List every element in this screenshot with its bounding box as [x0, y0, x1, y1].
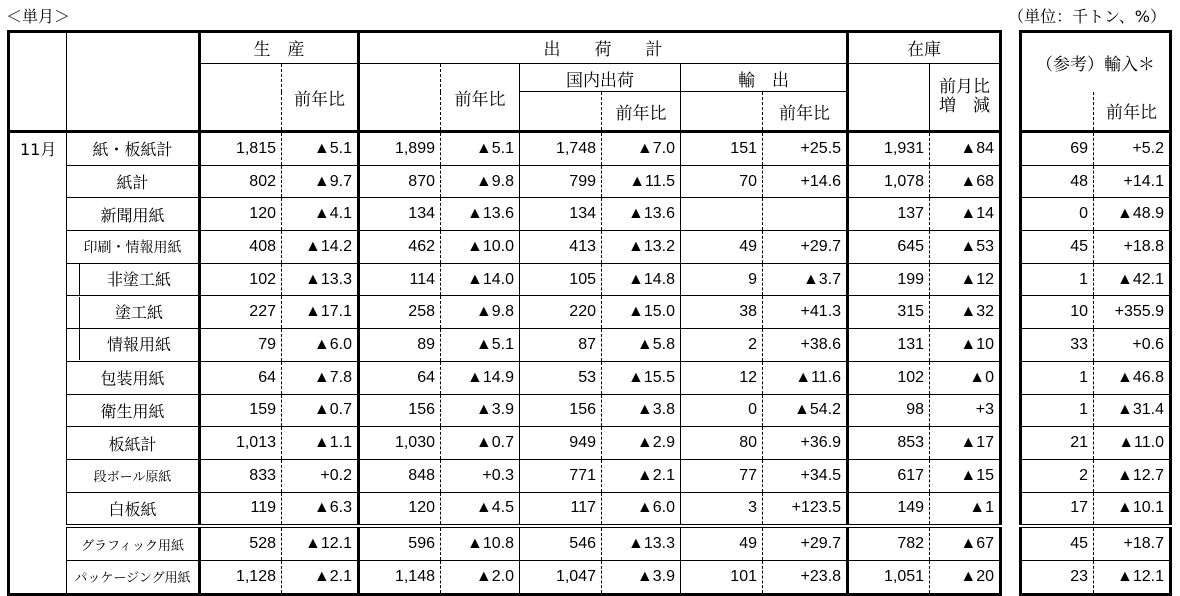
cell-prod: 1,013 [200, 427, 282, 460]
header-domestic: 国内出荷 [520, 64, 681, 92]
cell-ship-yoy: ▲3.9 [441, 394, 520, 427]
cell-ship-yoy: ▲13.6 [441, 198, 520, 231]
header-shipments: 出 荷 計 [359, 32, 848, 64]
cell-prod-yoy: ▲13.3 [282, 263, 359, 296]
cell-imp: 0 [1021, 198, 1094, 231]
cell-inv-chg: ▲20 [960, 567, 995, 585]
cell-dom-yoy: ▲2.9 [602, 427, 681, 460]
table-row [9, 165, 1001, 198]
cell-ship-yoy: ▲5.1 [441, 329, 520, 362]
header-production: 生 産 [200, 32, 359, 64]
cell-ship: 848 [359, 459, 441, 492]
cell-ship-yoy: ▲10.8 [441, 526, 520, 560]
cell-imp: 1 [1021, 394, 1094, 427]
cell-dom-yoy: ▲13.3 [602, 526, 681, 560]
cell-inv-chg: ▲84 [930, 132, 1001, 166]
cell-exp-yoy: +25.5 [763, 132, 848, 166]
cell-prod-yoy: ▲6.0 [282, 329, 359, 362]
row-label [67, 329, 200, 362]
cell-ship: 120 [359, 492, 441, 526]
cell-imp: 21 [1021, 427, 1094, 460]
row-label: パッケージング用紙 [67, 560, 200, 594]
cell-imp-yoy: +355.9 [1094, 296, 1171, 329]
cell-ship: 1,030 [359, 427, 441, 460]
cell-exp: 49 [681, 231, 763, 264]
cell-ship: 89 [359, 329, 441, 362]
cell-imp: 17 [1021, 492, 1094, 526]
cell-dom-yoy: ▲15.0 [602, 296, 681, 329]
cell-ship-yoy: ▲9.8 [441, 296, 520, 329]
cell-imp-yoy: +18.7 [1094, 526, 1171, 560]
cell-inv: 102 [848, 361, 930, 394]
cell-dom-yoy: ▲7.0 [602, 132, 681, 166]
cell-ship: 596 [359, 526, 441, 560]
cell-imp-yoy: +5.2 [1094, 132, 1171, 166]
header-export: 輸 出 [681, 64, 848, 92]
cell-dom: 156 [520, 394, 602, 427]
cell-exp-yoy: ▲11.6 [763, 361, 848, 394]
cell-dom: 117 [520, 492, 602, 526]
cell-inv-chg: ▲14 [930, 198, 1001, 231]
cell-exp: 2 [681, 329, 763, 362]
row-label: 白板紙 [67, 492, 200, 526]
cell-ship: 258 [359, 296, 441, 329]
cell-ship-yoy: ▲0.7 [441, 427, 520, 460]
table-row [9, 427, 1001, 460]
cell-inv-chg: ▲1 [930, 492, 1001, 526]
cell-ship-yoy: ▲14.9 [441, 361, 520, 394]
cell-inv: 98 [848, 394, 930, 427]
cell-exp: 49 [681, 526, 763, 560]
cell-exp-yoy: +29.7 [763, 526, 848, 560]
cell-dom: 134 [520, 198, 602, 231]
cell-imp: 33 [1021, 329, 1094, 362]
table-row [1021, 231, 1171, 264]
cell-ship: 1,148 [359, 560, 441, 594]
cell-imp-yoy: ▲12.1 [1117, 567, 1164, 585]
main-stats-table [7, 30, 1002, 596]
cell-prod-yoy: ▲5.1 [282, 132, 359, 166]
table-row [9, 296, 1001, 329]
cell-imp-yoy: ▲46.8 [1094, 361, 1171, 394]
cell-ship-yoy: ▲2.0 [441, 560, 520, 594]
cell-exp-yoy: +36.9 [763, 427, 848, 460]
cell-ship-yoy: +0.3 [441, 459, 520, 492]
cell-exp-yoy: +123.5 [763, 492, 848, 526]
imports-reference-table [1019, 30, 1172, 596]
cell-inv-chg: ▲0 [930, 361, 1001, 394]
header-inventory-mom: 前月比 増 減 [930, 64, 1001, 132]
table-row [1021, 329, 1171, 362]
cell-imp: 10 [1021, 296, 1094, 329]
cell-dom-yoy: ▲3.9 [602, 560, 681, 594]
cell-inv: 149 [848, 492, 930, 526]
cell-inv: 853 [848, 427, 930, 460]
table-row [9, 459, 1001, 492]
cell-imp-yoy: ▲42.1 [1094, 263, 1171, 296]
row-label: 紙・板紙計 [67, 132, 200, 166]
cell-imp: 1 [1021, 361, 1094, 394]
row-label: グラフィック用紙 [67, 526, 200, 560]
unit-caption-right: （単位：千トン、%） [1008, 7, 1166, 26]
cell-ship: 156 [359, 394, 441, 427]
cell-dom: 1,748 [520, 132, 602, 166]
cell-prod: 528 [200, 526, 282, 560]
table-row [1021, 427, 1171, 460]
cell-exp-yoy [763, 198, 848, 231]
cell-imp: 23 [1021, 560, 1094, 594]
cell-dom-yoy: ▲15.5 [602, 361, 681, 394]
cell-imp-yoy: ▲48.9 [1094, 198, 1171, 231]
row-label: 包装用紙 [67, 361, 200, 394]
table-row [1021, 198, 1171, 231]
cell-exp-yoy: ▲54.2 [763, 394, 848, 427]
cell-imp-yoy: ▲31.4 [1094, 394, 1171, 427]
cell-ship: 462 [359, 231, 441, 264]
cell-dom-yoy: ▲2.1 [602, 459, 681, 492]
cell-inv: 137 [848, 198, 930, 231]
cell-prod: 227 [200, 296, 282, 329]
cell-inv: 782 [848, 526, 930, 560]
table-row [9, 394, 1001, 427]
cell-exp: 9 [681, 263, 763, 296]
header-inventory: 在庫 [848, 32, 1001, 64]
cell-prod: 102 [200, 263, 282, 296]
unit-caption-left: ＜単月＞ [6, 7, 71, 26]
cell-inv-chg: ▲68 [930, 165, 1001, 198]
cell-ship-yoy: ▲4.5 [441, 492, 520, 526]
cell-exp: 70 [681, 165, 763, 198]
cell-prod: 1,815 [200, 132, 282, 166]
cell-prod-yoy: ▲7.8 [282, 361, 359, 394]
cell-dom: 546 [520, 526, 602, 560]
cell-inv-chg: ▲17 [930, 427, 1001, 460]
cell-prod-yoy: ▲12.1 [282, 526, 359, 560]
cell-imp-yoy: +14.1 [1094, 165, 1171, 198]
cell-imp: 45 [1021, 526, 1094, 560]
row-label: 段ボール原紙 [67, 459, 200, 492]
cell-exp: 101 [681, 560, 763, 594]
table-row [9, 526, 1001, 560]
cell-exp-yoy: +38.6 [763, 329, 848, 362]
cell-inv: 1,078 [848, 165, 930, 198]
table-row [9, 263, 1001, 296]
cell-prod: 408 [200, 231, 282, 264]
cell-dom: 53 [520, 361, 602, 394]
row-label: 印刷・情報用紙 [67, 231, 200, 264]
header-production-yoy: 前年比 [282, 64, 359, 132]
table-row [1021, 361, 1171, 394]
table-row [1021, 132, 1171, 166]
table-row [1021, 492, 1171, 526]
cell-exp-yoy: +23.8 [763, 560, 848, 594]
cell-exp-yoy: +34.5 [763, 459, 848, 492]
cell-exp-yoy: ▲3.7 [763, 263, 848, 296]
table-row [9, 560, 1001, 594]
cell-exp-yoy: +29.7 [763, 231, 848, 264]
cell-inv-chg: ▲10 [930, 329, 1001, 362]
cell-inv-chg: ▲67 [930, 526, 1001, 560]
cell-inv-chg: ▲15 [930, 459, 1001, 492]
cell-dom: 799 [520, 165, 602, 198]
cell-ship: 1,899 [359, 132, 441, 166]
header-imports: （参考）輸入＊ [1036, 54, 1155, 75]
cell-imp-yoy: ▲11.0 [1094, 427, 1171, 460]
cell-dom: 771 [520, 459, 602, 492]
cell-dom-yoy: ▲13.6 [602, 198, 681, 231]
cell-imp-yoy: +18.8 [1094, 231, 1171, 264]
cell-dom: 87 [520, 329, 602, 362]
cell-exp: 38 [681, 296, 763, 329]
table-row [9, 329, 1001, 362]
cell-prod-yoy: ▲14.2 [282, 231, 359, 264]
cell-dom: 413 [520, 231, 602, 264]
cell-imp-yoy: ▲12.7 [1094, 459, 1171, 492]
header-domestic-yoy: 前年比 [602, 92, 681, 132]
cell-prod-yoy: ▲2.1 [282, 560, 359, 594]
cell-imp: 45 [1021, 231, 1094, 264]
cell-inv: 617 [848, 459, 930, 492]
cell-dom: 1,047 [520, 560, 602, 594]
cell-inv: 1,051 [848, 560, 930, 594]
cell-ship-yoy: ▲10.0 [441, 231, 520, 264]
sub-row-label: 情報用紙 [79, 329, 198, 360]
table-row [9, 198, 1001, 231]
cell-inv-chg: ▲32 [930, 296, 1001, 329]
cell-ship-yoy: ▲14.0 [441, 263, 520, 296]
cell-dom: 220 [520, 296, 602, 329]
cell-dom-yoy: ▲5.8 [602, 329, 681, 362]
cell-prod-yoy: ▲1.1 [282, 427, 359, 460]
cell-ship-yoy: ▲5.1 [441, 132, 520, 166]
row-label: 新聞用紙 [67, 198, 200, 231]
cell-exp: 3 [681, 492, 763, 526]
cell-prod: 159 [200, 394, 282, 427]
cell-inv-chg: ▲12 [930, 263, 1001, 296]
cell-ship: 870 [359, 165, 441, 198]
cell-prod-yoy: ▲17.1 [282, 296, 359, 329]
cell-imp-yoy: ▲10.1 [1094, 492, 1171, 526]
header-export-yoy: 前年比 [763, 92, 848, 132]
cell-dom: 105 [520, 263, 602, 296]
table-row [1021, 165, 1171, 198]
table-row [1021, 263, 1171, 296]
cell-inv: 1,931 [848, 132, 930, 166]
cell-imp-yoy: +0.6 [1094, 329, 1171, 362]
table-row [9, 132, 1001, 166]
row-label: 紙計 [67, 165, 200, 198]
cell-imp: 2 [1021, 459, 1094, 492]
cell-prod-yoy: ▲4.1 [282, 198, 359, 231]
table-row [9, 361, 1001, 394]
cell-dom-yoy: ▲3.8 [602, 394, 681, 427]
table-row [1021, 296, 1171, 329]
cell-imp: 69 [1021, 132, 1094, 166]
cell-prod: 802 [200, 165, 282, 198]
table-row [9, 492, 1001, 526]
cell-prod-yoy: ▲9.7 [282, 165, 359, 198]
cell-dom: 949 [520, 427, 602, 460]
cell-inv: 645 [848, 231, 930, 264]
cell-prod: 833 [200, 459, 282, 492]
table-row [1021, 526, 1171, 560]
cell-exp: 0 [681, 394, 763, 427]
cell-imp: 48 [1021, 165, 1094, 198]
cell-ship-yoy: ▲9.8 [441, 165, 520, 198]
cell-inv-chg: ▲53 [930, 231, 1001, 264]
cell-ship: 64 [359, 361, 441, 394]
cell-prod: 1,128 [200, 560, 282, 594]
cell-ship: 134 [359, 198, 441, 231]
cell-prod: 120 [200, 198, 282, 231]
cell-exp-yoy: +14.6 [763, 165, 848, 198]
cell-prod-yoy: ▲0.7 [282, 394, 359, 427]
cell-dom-yoy: ▲14.8 [602, 263, 681, 296]
cell-exp: 77 [681, 459, 763, 492]
cell-exp: 12 [681, 361, 763, 394]
cell-dom-yoy: ▲13.2 [602, 231, 681, 264]
cell-inv: 199 [848, 263, 930, 296]
sub-row-label: 非塗工紙 [79, 264, 198, 295]
cell-prod-yoy: ▲6.3 [282, 492, 359, 526]
cell-dom-yoy: ▲6.0 [602, 492, 681, 526]
cell-inv: 131 [848, 329, 930, 362]
header-shipments-yoy: 前年比 [441, 64, 520, 132]
cell-prod: 119 [200, 492, 282, 526]
cell-inv-chg: +3 [930, 394, 1001, 427]
cell-prod: 64 [200, 361, 282, 394]
cell-prod-yoy: +0.2 [282, 459, 359, 492]
table-row [1021, 560, 1171, 594]
cell-exp: 151 [681, 132, 763, 166]
cell-exp-yoy: +41.3 [763, 296, 848, 329]
table-row [1021, 394, 1171, 427]
table-row [1021, 459, 1171, 492]
cell-imp: 1 [1021, 263, 1094, 296]
row-label: 衛生用紙 [67, 394, 200, 427]
cell-exp [681, 198, 763, 231]
sub-row-label: 塗工紙 [79, 297, 198, 328]
header-imports-yoy: 前年比 [1094, 92, 1171, 132]
row-label [67, 296, 200, 329]
row-label [67, 263, 200, 296]
cell-ship: 114 [359, 263, 441, 296]
month-label: 11月 [9, 132, 67, 595]
cell-inv: 315 [848, 296, 930, 329]
row-label: 板紙計 [67, 427, 200, 460]
cell-prod: 79 [200, 329, 282, 362]
table-row [9, 231, 1001, 264]
cell-dom-yoy: ▲11.5 [602, 165, 681, 198]
cell-exp: 80 [681, 427, 763, 460]
